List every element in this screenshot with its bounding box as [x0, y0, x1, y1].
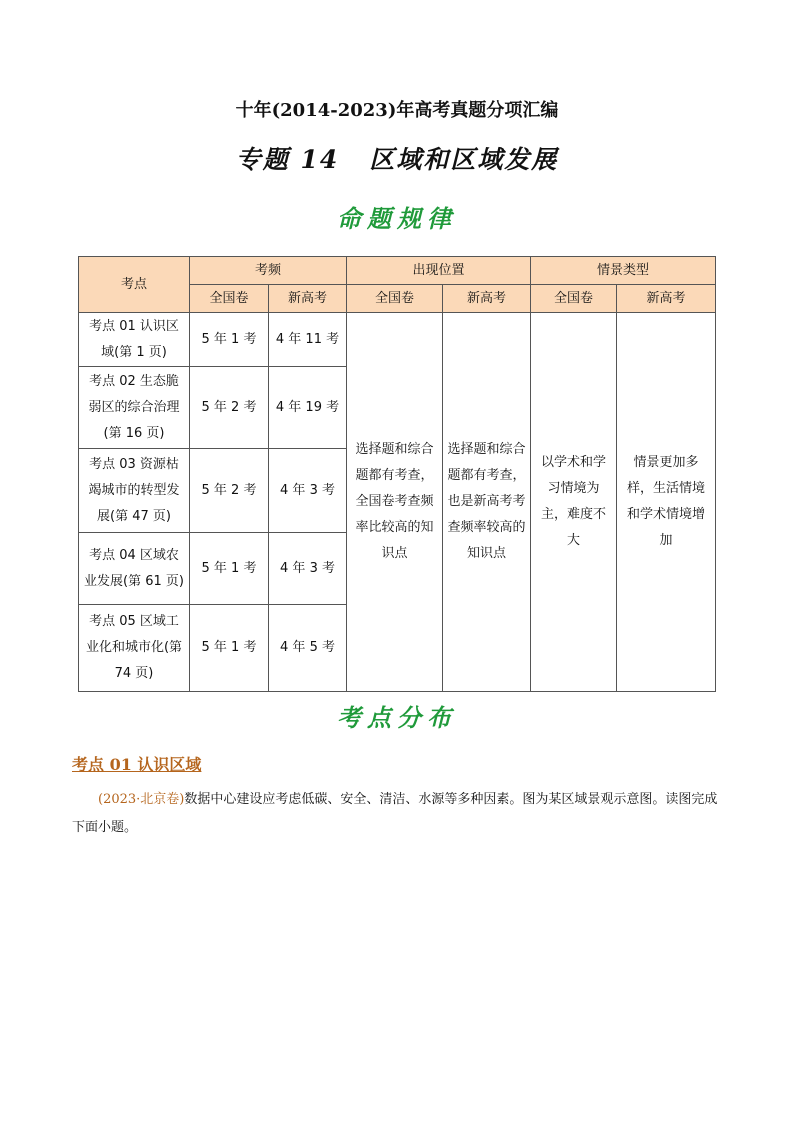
subheader: 新高考	[617, 285, 716, 313]
subheader: 全国卷	[347, 285, 443, 313]
frequency-quanguo: 5 年 2 考	[190, 367, 269, 449]
kaodian-cell: 考点 04 区域农业发展(第 61 页)	[79, 533, 190, 605]
kaodian-cell: 考点 02 生态脆弱区的综合治理(第 16 页)	[79, 367, 190, 449]
question-text: 数据中心建设应考虑低碳、安全、清洁、水源等多种因素。图为某区域景观示意图。读图完成下面小题。	[72, 792, 718, 835]
frequency-xingaokao: 4 年 5 考	[269, 605, 347, 692]
scene-quanguo: 以学术和学习情境为主，难度不大	[531, 313, 617, 692]
kaodian-cell: 考点 05 区域工业化和城市化(第 74 页)	[79, 605, 190, 692]
frequency-quanguo: 5 年 1 考	[190, 605, 269, 692]
subheader: 全国卷	[190, 285, 269, 313]
subheader: 全国卷	[531, 285, 617, 313]
table-row	[79, 313, 716, 367]
header-chuxian-weizhi: 出现位置	[347, 257, 531, 285]
subheader: 新高考	[269, 285, 347, 313]
kaodian-01-heading: 考点 01 认识区域	[72, 755, 202, 774]
frequency-xingaokao: 4 年 3 考	[269, 533, 347, 605]
position-quanguo: 选择题和综合题都有考查，全国卷考查频率比较高的知识点	[347, 313, 443, 692]
exam-pattern-table	[78, 256, 716, 692]
question-stem	[72, 786, 722, 842]
section-title-mingti-guilv: 命题规律	[337, 204, 457, 233]
frequency-quanguo: 5 年 2 考	[190, 449, 269, 533]
subheader: 新高考	[443, 285, 531, 313]
header-qingjing-leixing: 情景类型	[531, 257, 716, 285]
section-title-kaodian-fenbu: 考点分布	[337, 703, 457, 732]
frequency-quanguo: 5 年 1 考	[190, 313, 269, 367]
kaodian-cell: 考点 01 认识区域(第 1 页)	[79, 313, 190, 367]
frequency-quanguo: 5 年 1 考	[190, 533, 269, 605]
header-kaopin: 考频	[190, 257, 347, 285]
collection-title: 十年(2014-2023)年高考真题分项汇编	[235, 100, 559, 121]
header-kaodian: 考点	[79, 257, 190, 313]
kaodian-cell: 考点 03 资源枯竭城市的转型发展(第 47 页)	[79, 449, 190, 533]
frequency-xingaokao: 4 年 19 考	[269, 367, 347, 449]
topic-title	[0, 140, 794, 176]
question-source: (2023·北京卷)	[98, 792, 185, 807]
scene-xingaokao: 情景更加多样，生活情境和学术情境增加	[617, 313, 716, 692]
frequency-xingaokao: 4 年 3 考	[269, 449, 347, 533]
position-xingaokao: 选择题和综合题都有考查，也是新高考考查频率较高的知识点	[443, 313, 531, 692]
topic-name: 区域和区域发展	[369, 145, 559, 174]
topic-number: 专题 14	[235, 145, 340, 174]
frequency-xingaokao: 4 年 11 考	[269, 313, 347, 367]
